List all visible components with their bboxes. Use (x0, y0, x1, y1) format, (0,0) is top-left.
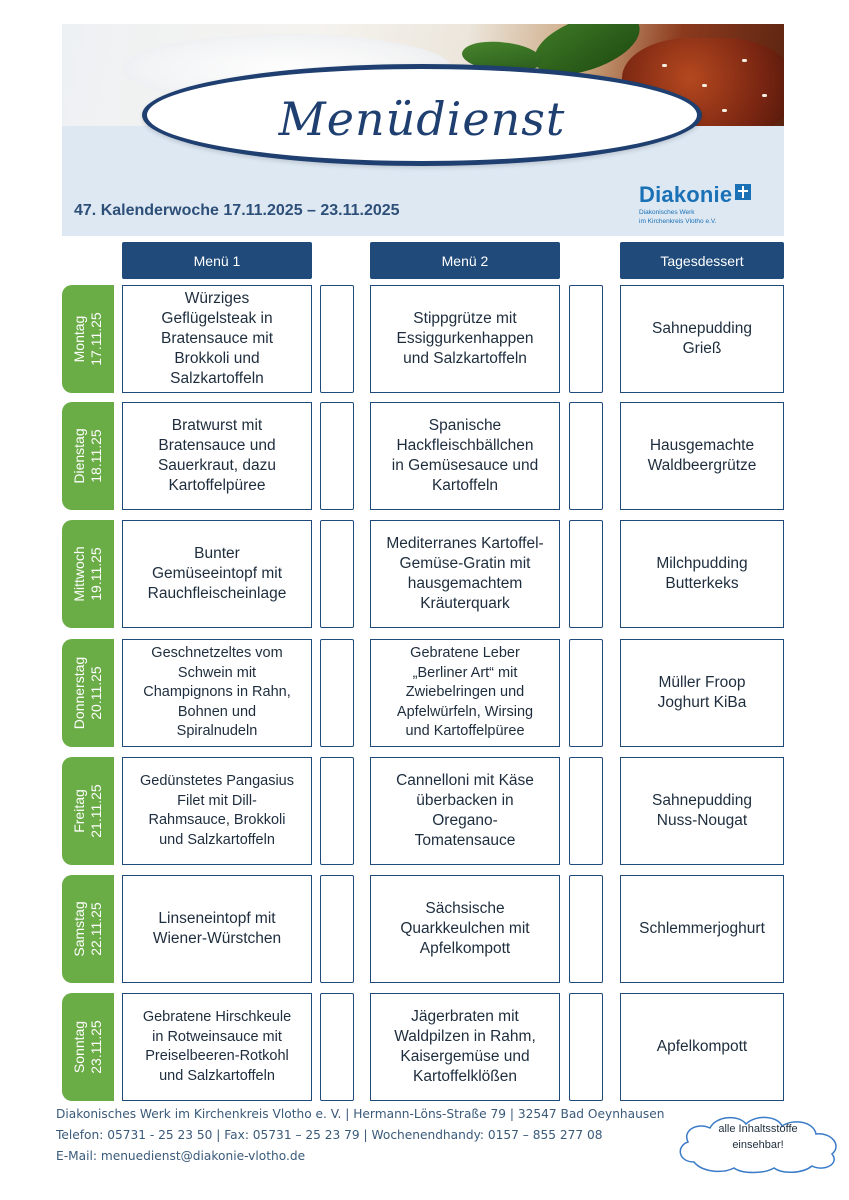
logo-subline-1: Diakonisches Werk (639, 209, 695, 216)
date: 19.11.25 (88, 547, 104, 601)
date: 18.11.25 (88, 429, 104, 483)
date: 22.11.25 (88, 902, 104, 956)
menu2-cell: Sächsische Quarkkeulchen mit Apfelkompott (370, 875, 560, 983)
menu2-choice-box[interactable] (569, 285, 603, 393)
day-label-text (71, 1020, 105, 1073)
menu1-cell: Geschnetzeltes vom Schwein mit Champignons in Rahn, Bohnen und Spiralnudeln (122, 639, 312, 747)
menu2-choice-box[interactable] (569, 520, 603, 628)
menu1-choice-box[interactable] (320, 402, 354, 510)
footer-phone: Telefon: 05731 - 25 23 50 | Fax: 05731 – 25 23 79 | Wochenendhandy: 0157 – 855 277 08 (56, 1128, 603, 1142)
menu2-choice-box[interactable] (569, 757, 603, 865)
menu1-cell: Linseneintopf mit Wiener-Würstchen (122, 875, 312, 983)
menu1-choice-box[interactable] (320, 757, 354, 865)
day-label (62, 757, 114, 865)
weekday: Montag (71, 315, 87, 363)
day-label-text (71, 901, 105, 956)
date: 23.11.25 (88, 1020, 104, 1074)
dessert-cell: Apfelkompott (620, 993, 784, 1101)
diakonie-logo (639, 182, 779, 226)
day-label-text (71, 784, 105, 837)
weekday: Sonntag (71, 1020, 87, 1074)
day-label (62, 639, 114, 747)
date: 20.11.25 (88, 666, 104, 720)
day-label (62, 993, 114, 1101)
menu1-cell: Bunter Gemüseeintopf mit Rauchfleischeinlage (122, 520, 312, 628)
menu1-cell: Gebratene Hirschkeule in Rotweinsauce mit Preiselbeeren-Rotkohl und Salzkartoffeln (122, 993, 312, 1101)
menu2-cell: Stippgrütze mit Essiggurkenhappen und Salzkartoffeln (370, 285, 560, 393)
day-label (62, 520, 114, 628)
weekday: Dienstag (71, 428, 87, 484)
column-header-menu2: Menü 2 (370, 242, 560, 279)
allergen-note-line-2: einsehbar! (732, 1139, 784, 1151)
menu2-choice-box[interactable] (569, 993, 603, 1101)
menu2-cell: Mediterranes Kartoffel- Gemüse-Gratin mit hausgemachtem Kräuterquark (370, 520, 560, 628)
logo-subline-2: im Kirchenkreis Vlotho e.V. (639, 218, 717, 225)
footer (56, 1104, 664, 1167)
menu1-choice-box[interactable] (320, 285, 354, 393)
header-banner (62, 24, 784, 236)
weekday: Freitag (71, 789, 87, 833)
menu2-cell: Spanische Hackfleischbällchen in Gemüsesauce und Kartoffeln (370, 402, 560, 510)
weekday: Samstag (71, 901, 87, 957)
footer-address: Diakonisches Werk im Kirchenkreis Vlotho e. V. | Hermann-Löns-Straße 79 | 32547 Bad Oeynhausen (56, 1107, 665, 1121)
dessert-cell: Müller Froop Joghurt KiBa (620, 639, 784, 747)
day-label-text (71, 428, 105, 483)
weekday: Donnerstag (71, 656, 87, 730)
menu2-choice-box[interactable] (569, 402, 603, 510)
menu1-choice-box[interactable] (320, 639, 354, 747)
day-label-text (71, 657, 105, 729)
day-label-text (71, 546, 105, 601)
dessert-cell: Milchpudding Butterkeks (620, 520, 784, 628)
menu2-cell: Cannelloni mit Käse überbacken in Oregano- Tomatensauce (370, 757, 560, 865)
dessert-cell: Sahnepudding Nuss-Nougat (620, 757, 784, 865)
menu1-choice-box[interactable] (320, 875, 354, 983)
dessert-cell: Hausgemachte Waldbeergrütze (620, 402, 784, 510)
cross-icon (735, 184, 751, 200)
column-header-menu1: Menü 1 (122, 242, 312, 279)
day-label (62, 875, 114, 983)
menu2-cell: Gebratene Leber „Berliner Art“ mit Zwiebelringen und Apfelwürfeln, Wirsing und Kartoffelpüree (370, 639, 560, 747)
menu1-cell: Gedünstetes Pangasius Filet mit Dill- Rahmsauce, Brokkoli und Salzkartoffeln (122, 757, 312, 865)
allergen-note-line-1: alle Inhaltsstoffe (718, 1123, 798, 1135)
logo-wordmark: Diakonie (639, 182, 733, 207)
menu1-choice-box[interactable] (320, 993, 354, 1101)
date: 17.11.25 (88, 312, 104, 366)
allergen-note (672, 1121, 844, 1153)
dessert-cell: Sahnepudding Grieß (620, 285, 784, 393)
column-header-dessert: Tagesdessert (620, 242, 784, 279)
weekday: Mittwoch (71, 546, 87, 602)
date: 21.11.25 (88, 784, 104, 838)
footer-email[interactable]: E-Mail: menuedienst@diakonie-vlotho.de (56, 1149, 306, 1163)
menu1-cell: Würziges Geflügelsteak in Bratensauce mit Brokkoli und Salzkartoffeln (122, 285, 312, 393)
menu2-choice-box[interactable] (569, 639, 603, 747)
day-label (62, 285, 114, 393)
menu1-choice-box[interactable] (320, 520, 354, 628)
dessert-cell: Schlemmerjoghurt (620, 875, 784, 983)
menu2-choice-box[interactable] (569, 875, 603, 983)
page-title: Menüdienst (278, 92, 566, 146)
menu2-cell: Jägerbraten mit Waldpilzen in Rahm, Kaisergemüse und Kartoffelklößen (370, 993, 560, 1101)
day-label (62, 402, 114, 510)
calendar-week: 47. Kalenderwoche 17.11.2025 – 23.11.2025 (74, 202, 400, 219)
day-label-text (71, 312, 105, 365)
menu1-cell: Bratwurst mit Bratensauce und Sauerkraut, dazu Kartoffelpüree (122, 402, 312, 510)
